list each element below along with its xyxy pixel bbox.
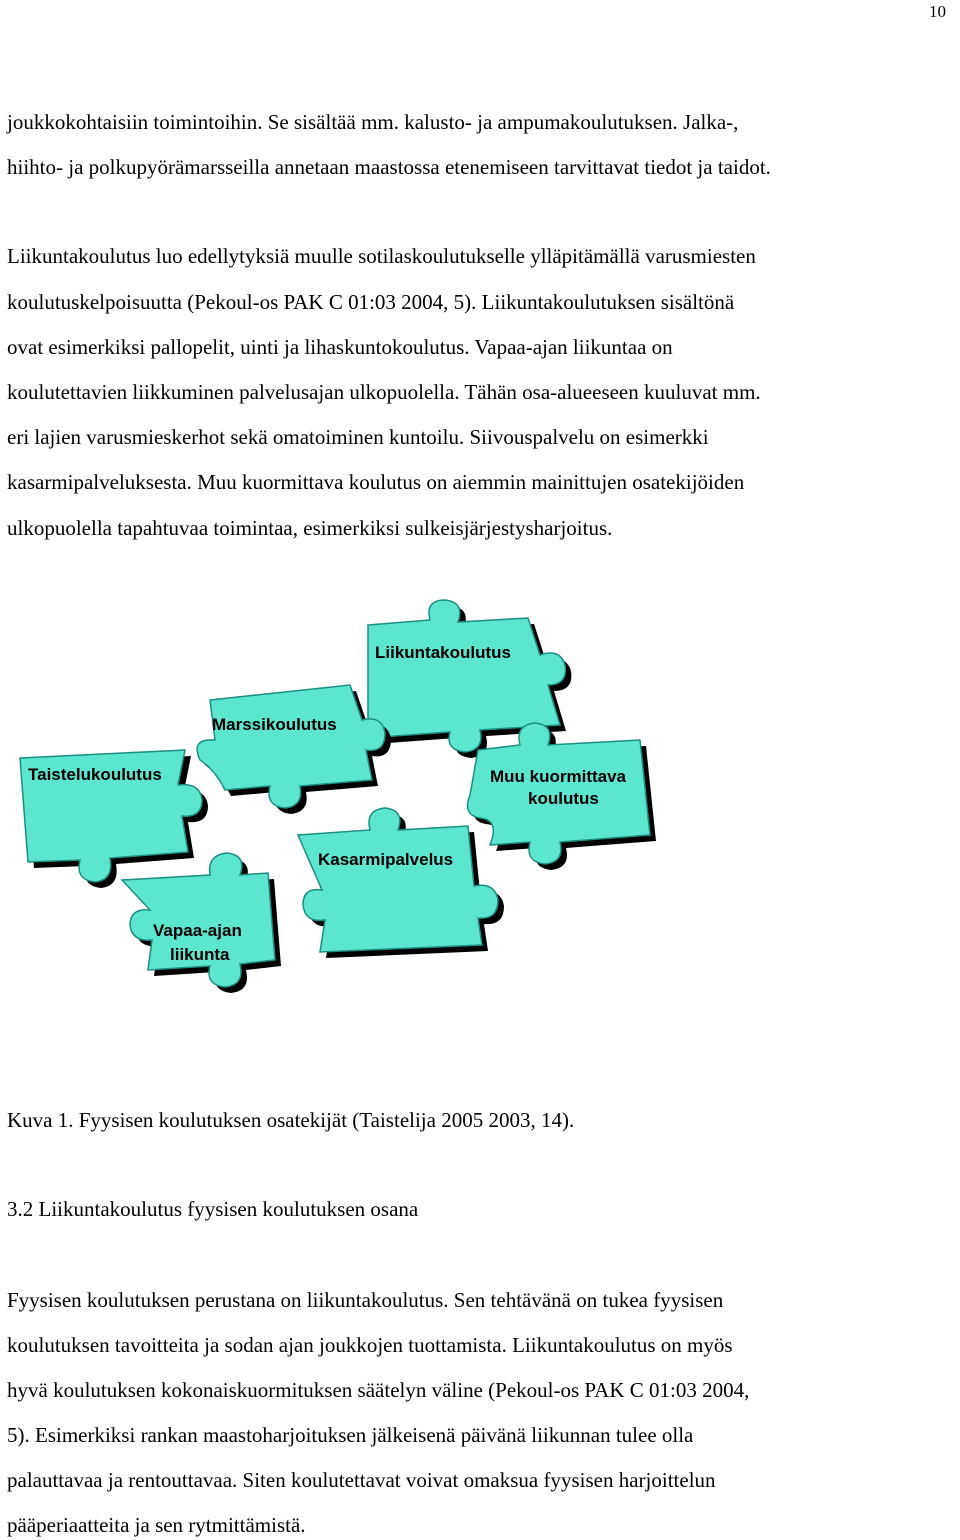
section-heading: 3.2 Liikuntakoulutus fyysisen koulutuksen osana	[7, 1197, 419, 1221]
paragraph-3-line-2: koulutuksen tavoitteita ja sodan ajan joukkojen tuottamista. Liikuntakoulutus on myös	[7, 1333, 733, 1357]
paragraph-1-line-2: hiihto- ja polkupyörämarsseilla annetaan maastossa etenemiseen tarvittavat tiedot ja taidot.	[7, 155, 771, 179]
paragraph-3-line-3: hyvä koulutuksen kokonaiskuormituksen säätelyn väline (Pekoul-os PAK C 01:03 2004,	[7, 1378, 750, 1402]
puzzle-piece-kasarmipalvelus	[298, 808, 504, 958]
piece-label: Liikuntakoulutus	[375, 643, 511, 662]
paragraph-2-line-5: eri lajien varusmieskerhot sekä omatoiminen kuntoilu. Siivouspalvelu on esimerkki	[7, 425, 709, 449]
piece-label: liikunta	[170, 945, 230, 964]
piece-label: Marssikoulutus	[212, 715, 337, 734]
piece-label: Taistelukoulutus	[28, 765, 162, 784]
piece-label: Muu kuormittava	[490, 767, 627, 786]
piece-label: koulutus	[528, 789, 599, 808]
puzzle-piece-taistelukoulutus	[20, 750, 208, 888]
puzzle-piece-vapaa-ajan-liikunta	[122, 853, 281, 993]
piece-label: Vapaa-ajan	[153, 921, 242, 940]
page-number: 10	[929, 2, 946, 21]
puzzle-piece-muu-kuormittava	[468, 723, 656, 870]
puzzle-figure	[0, 590, 730, 1050]
paragraph-1-line-1: joukkokohtaisiin toimintoihin. Se sisältää mm. kalusto- ja ampumakoulutuksen. Jalka-,	[7, 110, 739, 134]
paragraph-3-line-4: 5). Esimerkiksi rankan maastoharjoituksen jälkeisenä päivänä liikunnan tulee olla	[7, 1423, 694, 1447]
paragraph-2-line-2: koulutuskelpoisuutta (Pekoul-os PAK C 01:03 2004, 5). Liikuntakoulutuksen sisältönä	[7, 290, 735, 314]
paragraph-3-line-1: Fyysisen koulutuksen perustana on liikuntakoulutus. Sen tehtävänä on tukea fyysisen	[7, 1288, 724, 1312]
paragraph-2-line-4: koulutettavien liikkuminen palvelusajan ulkopuolella. Tähän osa-alueeseen kuuluvat mm.	[7, 380, 761, 404]
puzzle-piece-marssikoulutus	[197, 685, 391, 814]
paragraph-3-line-6: pääperiaatteita ja sen rytmittämistä.	[7, 1513, 306, 1537]
paragraph-2-line-3: ovat esimerkiksi pallopelit, uinti ja lihaskuntokoulutus. Vapaa-ajan liikuntaa on	[7, 335, 673, 359]
paragraph-3-line-5: palauttavaa ja rentouttavaa. Siten koulutettavat voivat omaksua fyysisen harjoittelun	[7, 1468, 716, 1492]
paragraph-2-line-1: Liikuntakoulutus luo edellytyksiä muulle sotilaskoulutukselle ylläpitämällä varusmiesten	[7, 244, 756, 268]
piece-label: Kasarmipalvelus	[318, 850, 454, 869]
paragraph-2-line-7: ulkopuolella tapahtuvaa toimintaa, esimerkiksi sulkeisjärjestysharjoitus.	[7, 516, 613, 540]
figure-caption: Kuva 1. Fyysisen koulutuksen osatekijät (Taistelija 2005 2003, 14).	[7, 1108, 575, 1132]
paragraph-2-line-6: kasarmipalveluksesta. Muu kuormittava koulutus on aiemmin mainittujen osatekijöiden	[7, 470, 745, 494]
